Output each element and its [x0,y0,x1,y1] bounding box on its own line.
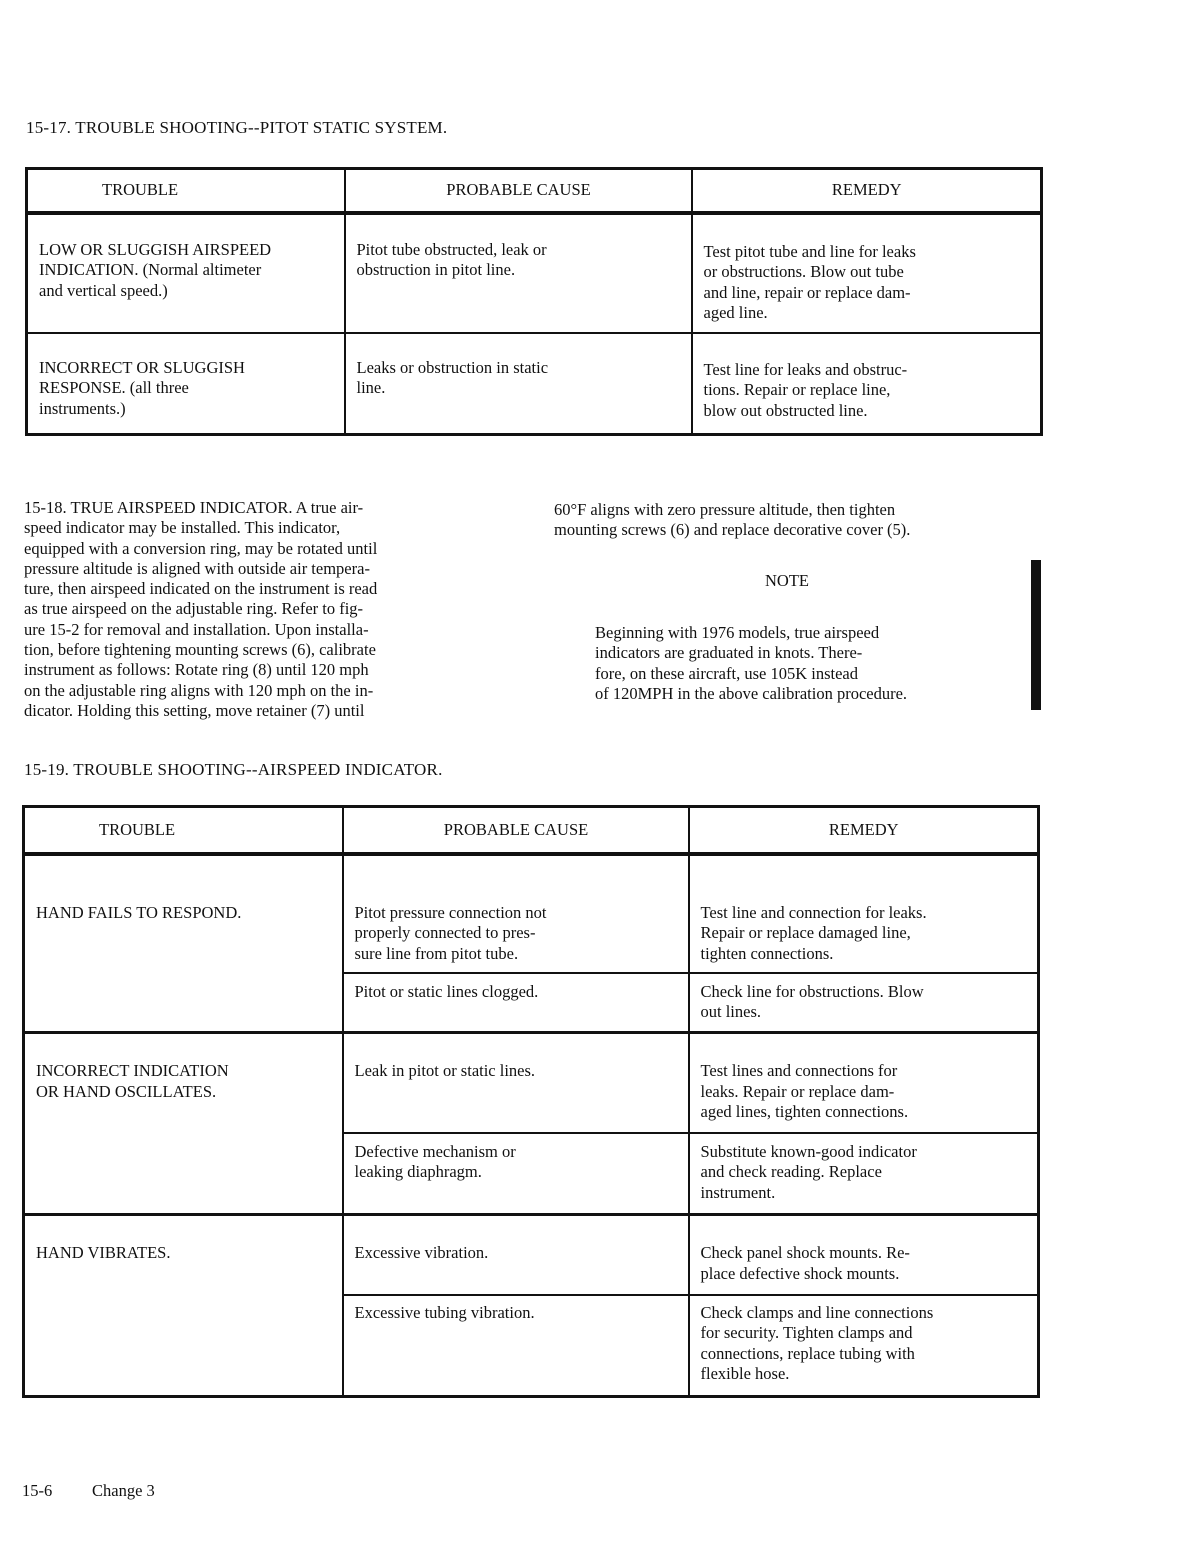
trouble-cell: HAND VIBRATES. [36,1243,171,1262]
probable-cause-header: PROBABLE CAUSE [343,807,689,854]
note-text: Beginning with 1976 models, true airspeed indicators are graduated in knots. There- fore, on these aircraft, use 105K instead of 120MPH in the above calibration procedure. [595,623,908,703]
remedy-cell: Test line and connection for leaks. Repair or replace damaged line, tighten connections. [700,902,927,963]
cause-cell: Pitot or static lines clogged. [354,981,539,1001]
table-row [24,854,1039,973]
table-row [24,1033,1039,1133]
cause-cell: Defective mechanism or leaking diaphragm. [354,1141,516,1181]
trouble-cell: HAND FAILS TO RESPOND. [36,902,242,922]
trouble-header: TROUBLE [24,807,343,854]
trouble-cell: LOW OR SLUGGISH AIRSPEED INDICATION. (Normal altimeter and vertical speed.) [39,239,272,300]
cause-cell: Excessive vibration. [354,1243,489,1262]
trouble-cell: INCORRECT OR SLUGGISH RESPONSE. (all three instruments.) [39,357,245,418]
table-row [24,1215,1039,1295]
cause-cell: Pitot tube obstructed, leak or obstruction in pitot line. [356,239,547,279]
cause-cell: Leaks or obstruction in static line. [356,357,549,397]
remedy-cell: Test lines and connections for leaks. Repair or replace dam- aged lines, tighten connections. [700,1061,909,1121]
remedy-cell: Check clamps and line connections for security. Tighten clamps and connections, replace tubing with flexible hose. [700,1302,934,1383]
page-number: 15-6 [22,1481,53,1500]
remedy-cell: Check panel shock mounts. Re- place defective shock mounts. [700,1243,910,1283]
table-row [27,333,1042,435]
table-row [27,213,1042,333]
cause-cell: Pitot pressure connection not properly connected to pres- sure line from pitot tube. [354,902,547,963]
change-label: Change 3 [92,1481,155,1500]
cause-cell: Leak in pitot or static lines. [354,1061,536,1080]
trouble-cell: INCORRECT INDICATION OR HAND OSCILLATES. [36,1061,229,1101]
note-title: NOTE [765,571,809,590]
section-heading-15-17: 15-17. TROUBLE SHOOTING--PITOT STATIC SYSTEM. [26,118,448,137]
remedy-cell: Check line for obstructions. Blow out lines. [700,981,924,1021]
trouble-header: TROUBLE [27,169,345,213]
cause-cell: Excessive tubing vibration. [354,1302,535,1322]
change-bar [1031,560,1041,710]
true-airspeed-paragraph-continued: 60°F aligns with zero pressure altitude, then tighten mounting screws (6) and replace decorative cover (5). [554,500,911,540]
remedy-header: REMEDY [692,169,1042,213]
remedy-header: REMEDY [689,807,1039,854]
true-airspeed-paragraph: 15-18. TRUE AIRSPEED INDICATOR. A true air- speed indicator may be installed. This indicator, equipped with a conversion ring, may be rotated until pressure altitude is aligned with outside air tempera- ture, then airspeed indicated on the instrument is read as true airspeed on the adjustable ring. Refer to fig- ure 15-2 for removal and installation. Upon installa- tion, before tightening mounting screws (6), calibrate instrument as follows: Rotate ring (8) until 120 mph on the adjustable ring aligns with 120 mph on the in- dicator. Holding this setting, move retainer (7) until [24,498,378,720]
remedy-cell: Test pitot tube and line for leaks or obstructions. Blow out tube and line, repair or replace dam- aged line. [703,241,916,322]
remedy-cell: Substitute known-good indicator and check reading. Replace instrument. [700,1141,917,1202]
section-heading-15-19: 15-19. TROUBLE SHOOTING--AIRSPEED INDICATOR. [24,760,443,779]
probable-cause-header: PROBABLE CAUSE [345,169,692,213]
remedy-cell: Test line for leaks and obstruc- tions. Repair or replace line, blow out obstructed line. [703,359,908,420]
airspeed-indicator-troubleshooting-table [22,805,1040,1398]
pitot-static-troubleshooting-table [25,167,1043,436]
